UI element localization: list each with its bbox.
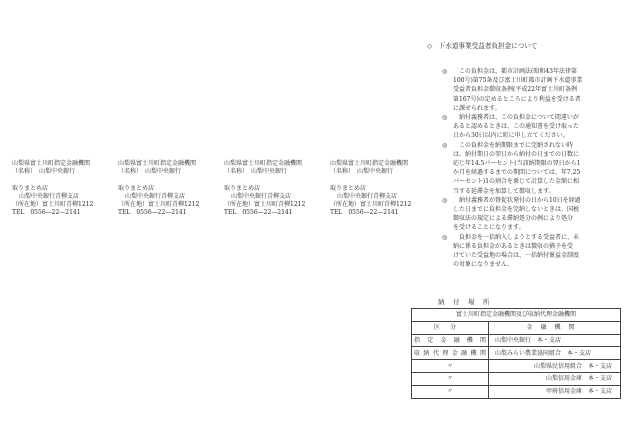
notice-title: ◇ 下水道事業受益者負担金について	[427, 42, 538, 50]
bank-stubs	[12, 160, 422, 250]
column-header-institution: 金融機関	[489, 321, 621, 334]
notice-item	[442, 113, 620, 141]
notice-line: 納付義務者が督促状発付の日から10日を経過	[453, 196, 581, 204]
notice-line: 当する延滞金を加算して徴収します。	[453, 187, 555, 195]
stub-address: （所在地）富士川町青柳1212	[224, 201, 306, 209]
table-header-row	[412, 321, 621, 334]
notice-line: 100号)第75条及び富士川町都市計画下水道事業	[453, 77, 583, 85]
table-row	[412, 347, 621, 360]
row-category: 〃	[412, 372, 489, 385]
notice-body	[442, 67, 620, 269]
table-row	[412, 334, 621, 347]
notice-line: を受けることになります。	[453, 224, 525, 232]
row-institution: 山梨中央銀行 本・支店	[489, 334, 621, 347]
stub-branch: 山梨中央銀行青柳支店	[125, 192, 186, 200]
stub-handling-label: 取りまとめ店	[330, 184, 367, 192]
stub-institution: 山梨県富士川町指定金融機関	[118, 160, 197, 167]
notice-item	[442, 141, 620, 196]
row-category: 指定金融機関	[412, 334, 489, 347]
payment-places-title: 納付場所	[438, 298, 498, 306]
table-row	[412, 385, 621, 398]
notice-line: あると認めるときは、この通知書を受け取った	[453, 123, 580, 131]
stub-handling-label: 取りまとめ店	[224, 184, 261, 192]
notice-line: は、納付期日の翌日から納付の日までの日数に	[453, 150, 580, 158]
row-category: 〃	[412, 360, 489, 373]
notice-item	[442, 233, 620, 270]
stub-address: （所在地）富士川町青柳1212	[118, 201, 200, 209]
notice-line: か月を経過するまでの期間については、年7.25	[453, 169, 581, 177]
bank-stub	[330, 160, 411, 218]
notice-line: 徴収法の規定による滞納処分の例により処分	[453, 215, 574, 223]
stub-branch: 山梨中央銀行青柳支店	[337, 192, 398, 200]
bullet-icon: ◎	[442, 141, 448, 149]
notice-line: 受益者負担金徴収条例(平成22年富士川町条例	[453, 86, 577, 94]
notice-item	[442, 196, 620, 233]
stub-tel: TEL 0556—22—2141	[12, 209, 81, 217]
row-institution: 山梨みらい農業協同組合 本・支店	[489, 347, 621, 360]
bullet-icon: ◎	[442, 114, 448, 122]
stub-institution: 山梨県富士川町指定金融機関	[330, 160, 409, 167]
stub-tel: TEL 0556—22—2141	[224, 209, 293, 217]
stub-address: （所在地）富士川町青柳1212	[330, 201, 412, 209]
stub-handling-label: 取りまとめ店	[118, 184, 155, 192]
row-institution: 山梨信用金庫 本・支店	[489, 372, 621, 385]
notice-line: けていた受益地の場合は、一括納付褒益金制度	[453, 252, 580, 260]
payment-places-table	[411, 308, 621, 399]
table-row	[412, 372, 621, 385]
table-row	[412, 360, 621, 373]
notice-line: 日から30日以内に町に申し立てください。	[453, 132, 569, 140]
bullet-icon: ◎	[442, 196, 448, 204]
bank-stub	[12, 160, 93, 218]
notice-item	[442, 67, 620, 113]
stub-name: （名称） 山梨中央銀行	[118, 168, 182, 176]
notice-line: パーセント)1の割合を乗じて計算した金額に相	[453, 178, 580, 186]
stub-name: （名称） 山梨中央銀行	[224, 168, 288, 176]
notice-line: この負担金は、都市計画法(昭和43年法律第	[453, 68, 577, 75]
row-institution: 甲府信用金庫 本・支店	[489, 385, 621, 398]
stub-institution: 山梨県富士川町指定金融機関	[12, 160, 91, 167]
bullet-icon: ◎	[442, 68, 448, 75]
bank-stub	[224, 160, 305, 218]
table-caption-row	[412, 309, 621, 322]
table-caption: 富士川町指定金融機関及び収納代理金融機関	[412, 309, 621, 322]
stub-tel: TEL 0556—22—2141	[330, 209, 399, 217]
stub-name: （名称） 山梨中央銀行	[330, 168, 394, 176]
notice-line: 納に係る負担金があるときは徴収の猶予を受	[453, 242, 574, 250]
row-institution: 山梨県民信用組合 本・支店	[489, 360, 621, 373]
notice-line: 納付義務者は、この負担金について間違いが	[453, 114, 579, 122]
stub-name: （名称） 山梨中央銀行	[12, 168, 76, 176]
bank-stub	[118, 160, 199, 218]
row-category: 〃	[412, 385, 489, 398]
notice-line: 負担金を一括納入しようとする受益者に、未	[453, 233, 580, 241]
notice-line: 応じ年14.5パーセント(当該納期限の翌日から1	[453, 160, 581, 168]
stub-tel: TEL 0556—22—2141	[118, 209, 187, 217]
stub-address: （所在地）富士川町青柳1212	[12, 201, 94, 209]
bullet-icon: ◎	[442, 233, 448, 241]
stub-branch: 山梨中央銀行青柳支店	[231, 192, 292, 200]
column-header-category: 区分	[412, 321, 489, 334]
notice-line: この負担金を納期限までに完納されない時	[453, 141, 574, 149]
notice-line: 第167号)の定めるところにより利益を受ける者	[453, 95, 581, 103]
row-category: 収納代理金融機関	[412, 347, 489, 360]
stub-branch: 山梨中央銀行青柳支店	[19, 192, 80, 200]
notice-line: に課せられます。	[453, 104, 501, 112]
stub-institution: 山梨県富士川町指定金融機関	[224, 160, 303, 167]
notice-line: の対象になりません。	[453, 261, 514, 269]
notice-line: した日までに負担金を完納しないときは、国税	[453, 206, 580, 214]
stub-handling-label: 取りまとめ店	[12, 184, 49, 192]
